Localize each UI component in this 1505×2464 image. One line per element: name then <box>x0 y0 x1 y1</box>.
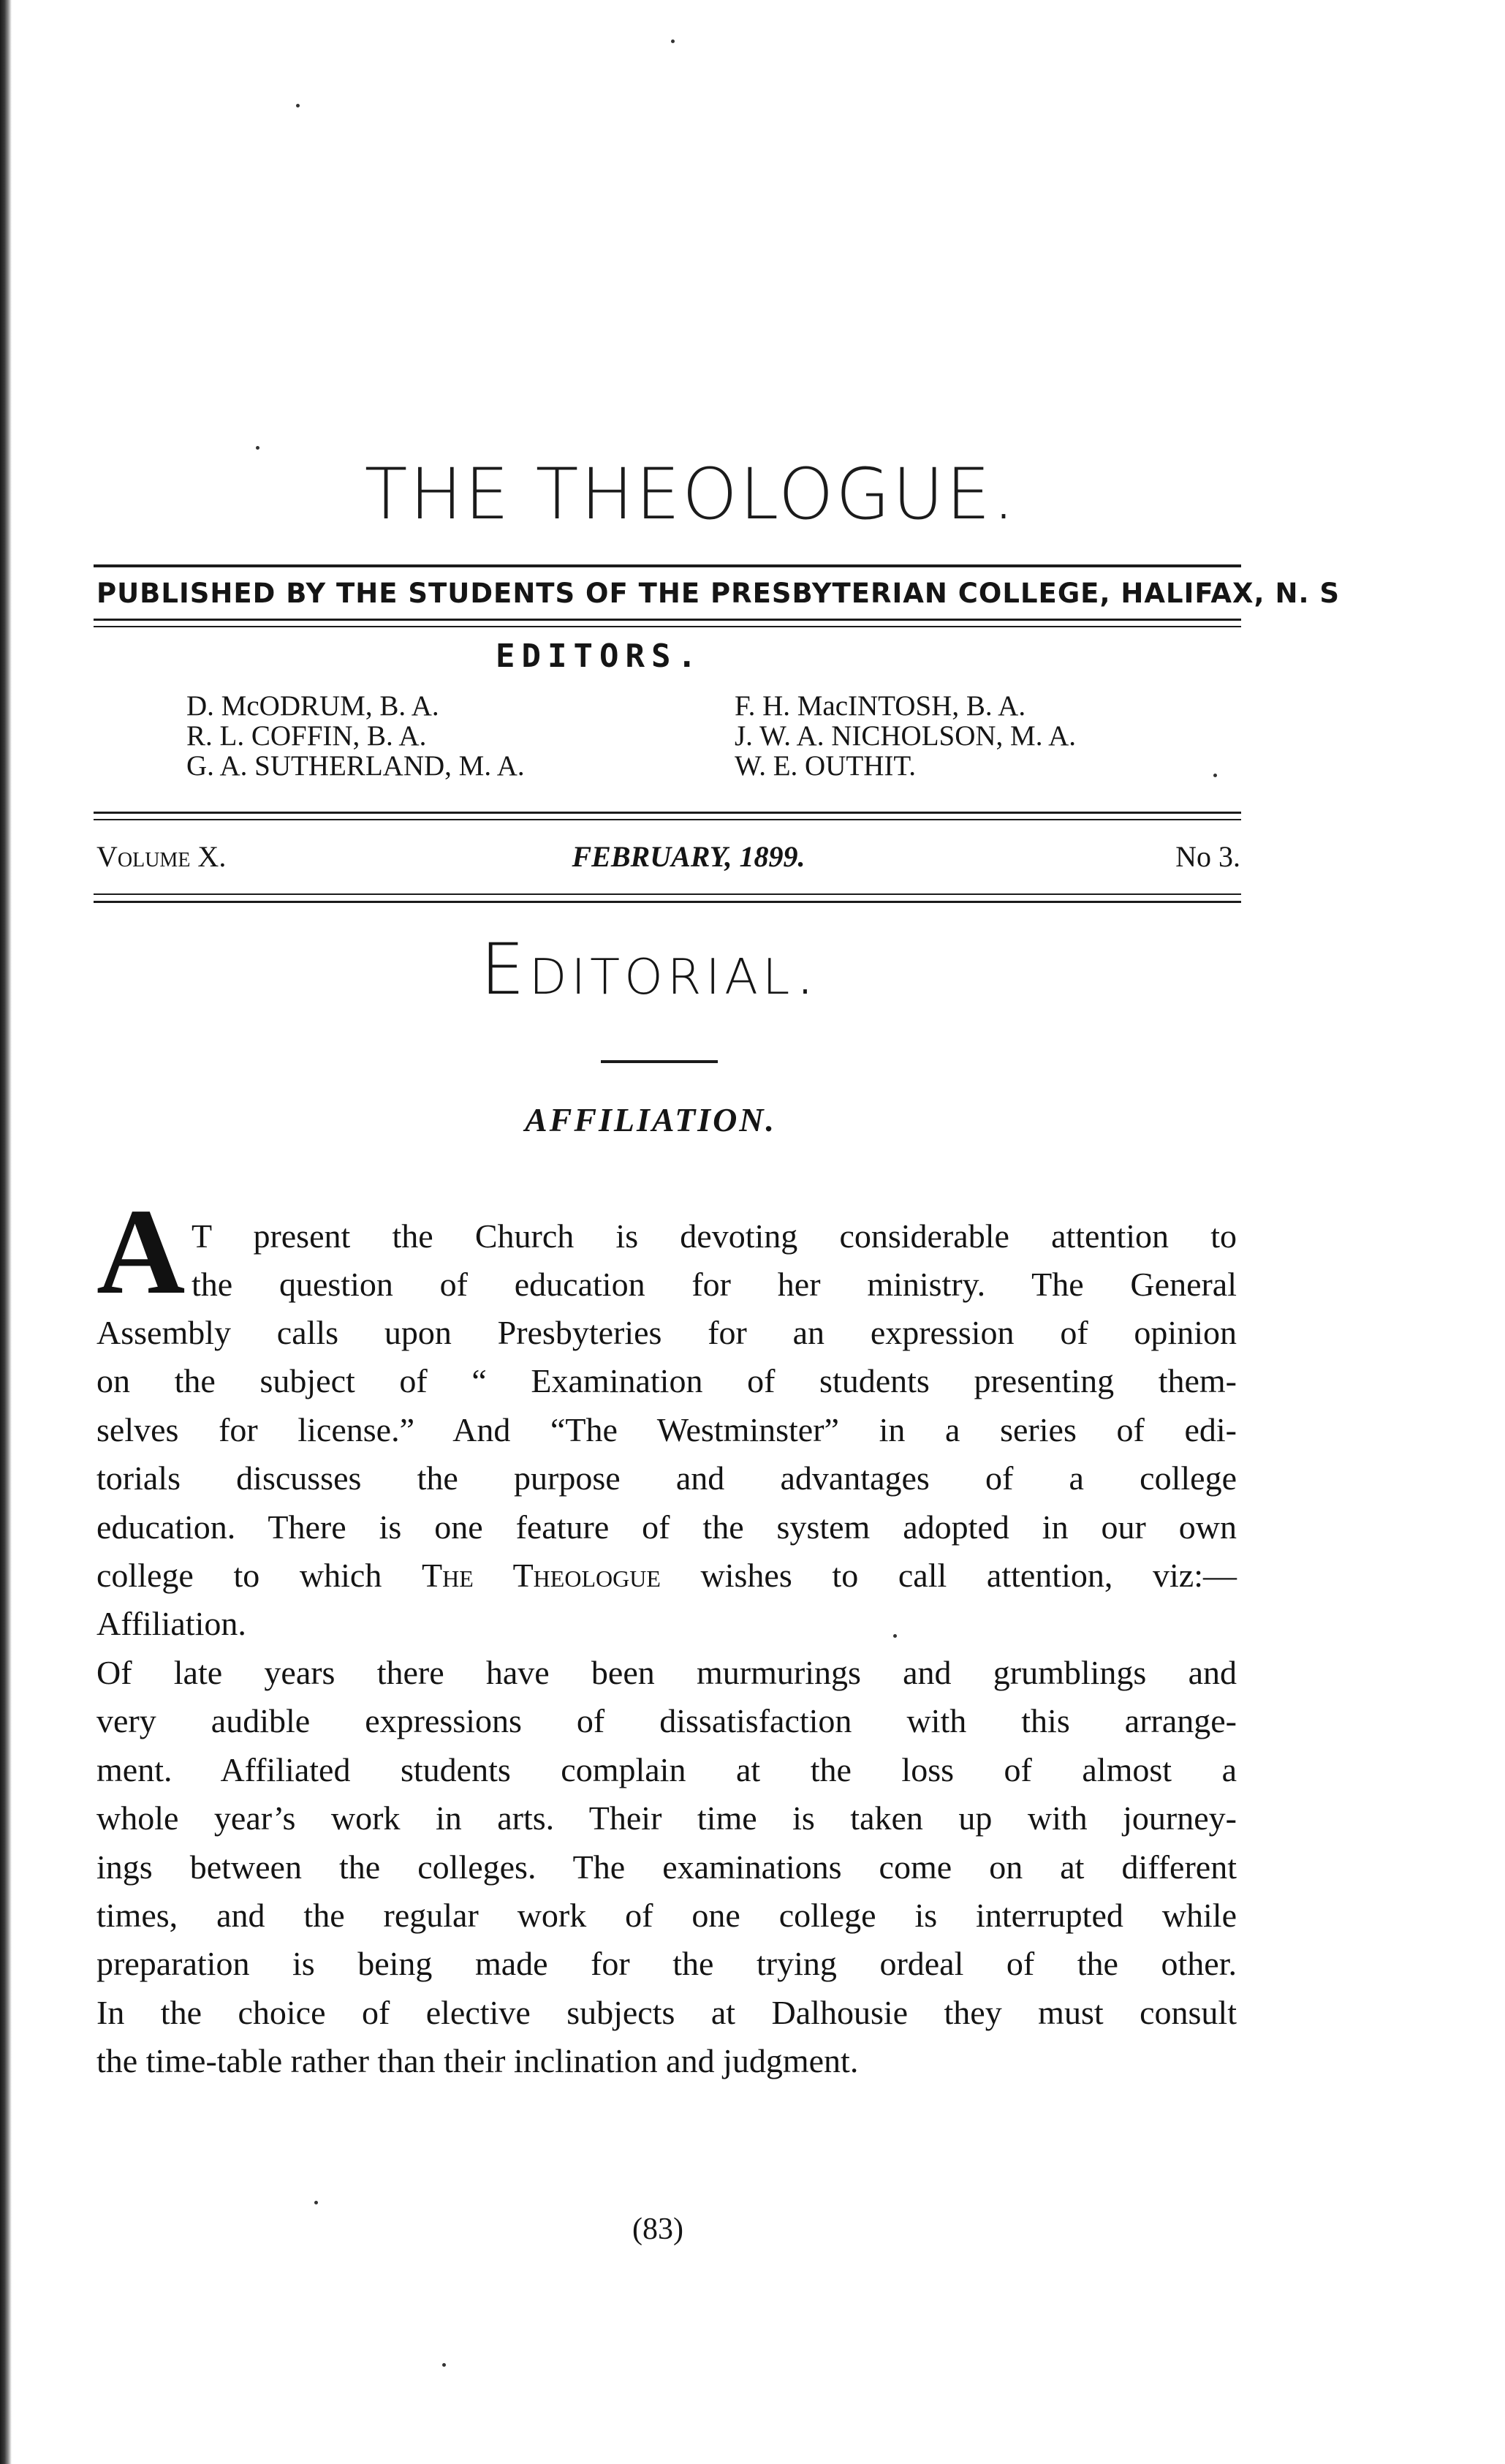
print-speck <box>442 2363 446 2367</box>
text-line: education. There is one feature of the system adopted in our own <box>96 1508 1237 1546</box>
article-paragraph-1 <box>96 1309 1237 1649</box>
page-number: (83) <box>632 2212 683 2246</box>
publisher-line: PUBLISHED BY THE STUDENTS OF THE PRESBYTERIAN COLLEGE, HALIFAX, N. S <box>96 578 1341 609</box>
text-line: times, and the regular work of one college is interrupted while <box>96 1896 1237 1934</box>
issue-date: FEBRUARY, 1899. <box>572 840 805 873</box>
print-speck <box>1213 774 1217 777</box>
print-speck <box>893 1634 897 1638</box>
editor-name: W. E. OUTHIT. <box>735 750 917 782</box>
text-line: torials discusses the purpose and advantages of a college <box>96 1459 1237 1497</box>
print-speck <box>296 104 300 107</box>
journal-title: THE THEOLOGUE. <box>364 453 1017 535</box>
text-line: on the subject of “ Examination of students presenting them- <box>96 1362 1237 1400</box>
text-line: very audible expressions of dissatisfaction with this arrange- <box>96 1702 1237 1740</box>
article-paragraph-2 <box>96 1649 1237 2086</box>
text-line: Of late years there have been murmurings and grumblings and <box>96 1654 1237 1691</box>
text-line: preparation is being made for the trying ordeal of the other. <box>96 1945 1237 1983</box>
text-line <box>96 1552 1237 1600</box>
text-line: whole year’s work in arts. Their time is taken up with journey- <box>96 1799 1237 1837</box>
volume-label: Volume X. <box>96 840 227 873</box>
section-title: Editorial. <box>480 929 821 1010</box>
text-line: Assembly calls upon Presbyteries for an expression of opinion <box>96 1314 1237 1351</box>
rule-editors-a <box>94 812 1241 814</box>
editor-name: F. H. MacINTOSH, B. A. <box>735 690 1026 722</box>
editor-name: J. W. A. NICHOLSON, M. A. <box>735 720 1076 752</box>
print-speck <box>256 446 259 450</box>
rule-issue-a <box>94 893 1241 895</box>
rule-double-b <box>94 626 1241 627</box>
editor-name: R. L. COFFIN, B. A. <box>186 720 427 752</box>
editor-name: G. A. SUTHERLAND, M. A. <box>186 750 525 782</box>
text-line: In the choice of elective subjects at Dalhousie they must consult <box>96 1993 1237 2031</box>
print-speck <box>671 39 675 43</box>
rule-issue-b <box>94 901 1241 903</box>
editors-right-column <box>735 691 1076 781</box>
section-underline <box>601 1060 718 1063</box>
issue-number: No 3. <box>1175 840 1240 873</box>
article-title: AFFILIATION. <box>524 1101 777 1138</box>
drop-cap: A <box>96 1184 186 1320</box>
article-opening-lines <box>192 1212 1237 1310</box>
text-line: Affiliation. <box>96 1605 246 1643</box>
text-line: the question of education for her ministry. The General <box>192 1266 1237 1304</box>
text-line: selves for license.” And “The Westminster” in a series of edi- <box>96 1410 1237 1448</box>
rule-double-a <box>94 619 1241 621</box>
editors-left-column <box>186 691 525 781</box>
rule-editors-b <box>94 819 1241 820</box>
text-line: ings between the colleges. The examinations come on at different <box>96 1848 1237 1886</box>
text-line: ment. Affiliated students complain at the loss of almost a <box>96 1750 1237 1788</box>
text-line: the time-table rather than their inclination and judgment. <box>96 2042 859 2080</box>
print-speck <box>314 2201 318 2204</box>
text-line: T present the Church is devoting considerable attention to <box>192 1217 1237 1255</box>
editor-name: D. McODRUM, B. A. <box>186 690 439 722</box>
text-fragment: wishes to call attention, viz:— <box>660 1556 1237 1594</box>
rule-top <box>94 564 1241 567</box>
editors-heading: EDITORS. <box>496 638 703 675</box>
journal-name-inline: The Theologue <box>422 1556 661 1594</box>
text-fragment: college to which <box>96 1556 422 1594</box>
